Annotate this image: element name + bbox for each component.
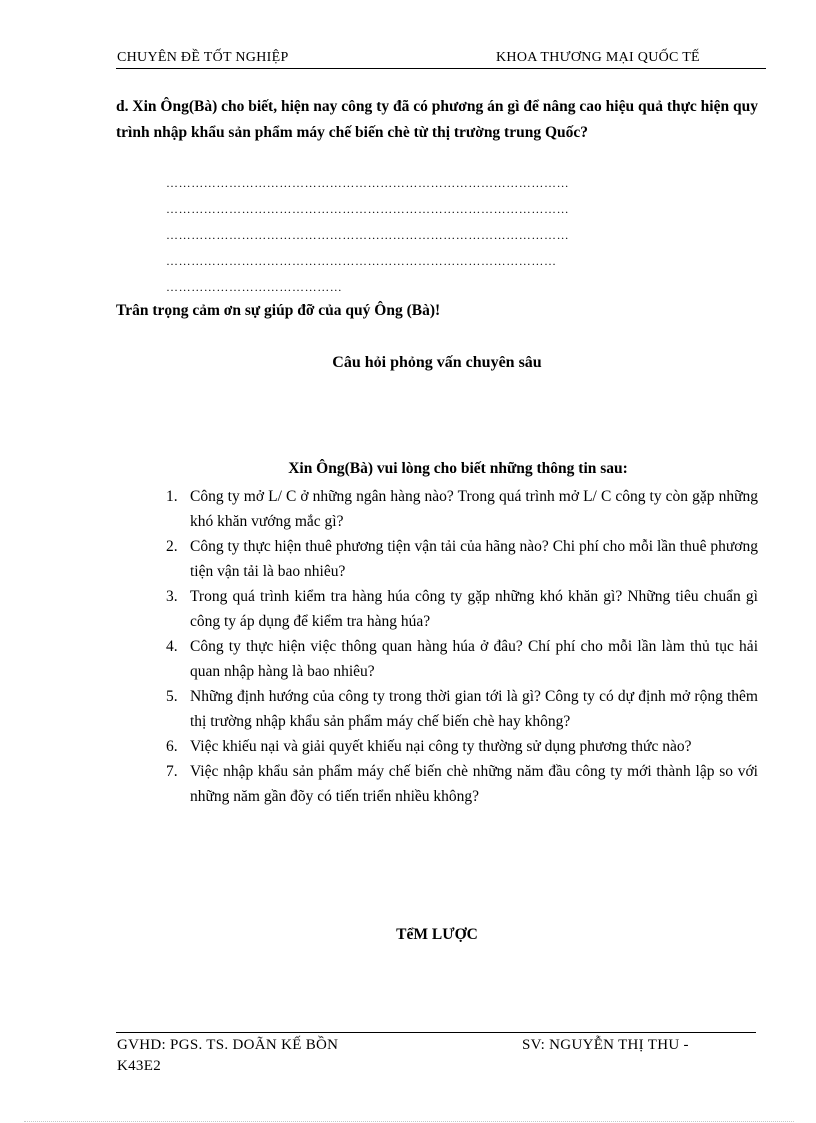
question-number: 2.: [166, 538, 178, 555]
interview-question-item: [166, 584, 758, 634]
question-text: Những định hướng của công ty trong thời gian tới là gì? Công ty có dự định mở rộng thêm thị trường nhập khẩu sản phẩm máy chế biến chè hay không?: [190, 688, 758, 730]
interview-question-list: [166, 484, 758, 809]
question-number: 6.: [166, 738, 178, 755]
question-text: Công ty thực hiện thuê phương tiện vận tải của hãng nào? Chi phí cho mỗi lần thuê phương tiện vận tải là bao nhiêu?: [190, 538, 758, 580]
question-number: 1.: [166, 488, 178, 505]
question-number: 5.: [166, 688, 178, 705]
question-text: Việc khiếu nại và giải quyết khiếu nại công ty thường sử dụng phương thức nào?: [190, 738, 692, 755]
header-left: CHUYÊN ĐỀ TỐT NGHIỆP: [117, 50, 289, 65]
question-text: Công ty thực hiện việc thông quan hàng húa ở đâu? Chí phí cho mỗi lần làm thủ tục hải quan nhập hàng là bao nhiêu?: [190, 638, 758, 680]
answer-line: ……………………………………: [166, 280, 343, 294]
question-text: Việc nhập khẩu sản phẩm máy chế biến chè những năm đầu công ty mới thành lập so với những năm gần đõy có tiến triển nhiều không?: [190, 763, 758, 805]
footer-advisor: GVHD: PGS. TS. DOÃN KẾ BỒN: [117, 1037, 339, 1053]
interview-question-item: [166, 534, 758, 584]
interview-question-item: [166, 759, 758, 809]
question-number: 3.: [166, 588, 178, 605]
interview-question-item: [166, 734, 758, 759]
closing-thanks: Trân trọng cảm ơn sự giúp đỡ của quý Ông (Bà)!: [116, 302, 441, 319]
question-text: Công ty mở L/ C ở những ngân hàng nào? Trong quá trình mở L/ C công ty còn gặp những khó khăn vướng mắc gì?: [190, 488, 758, 530]
question-number: 4.: [166, 638, 178, 655]
answer-line: …………………………………………………………………………………: [166, 254, 557, 268]
summary-title: TểM LƯỢC: [396, 926, 478, 943]
interview-question-item: [166, 634, 758, 684]
interview-question-item: [166, 484, 758, 534]
footer-class: K43E2: [117, 1058, 161, 1074]
interview-intro: Xin Ông(Bà) vui lòng cho biết những thông tin sau:: [288, 460, 628, 477]
header-divider: [116, 68, 766, 69]
interview-title: Câu hỏi phỏng vấn chuyên sâu: [332, 354, 542, 371]
header-right: KHOA THƯƠNG MẠI QUỐC TẾ: [496, 50, 700, 65]
question-number: 7.: [166, 763, 178, 780]
interview-question-item: [166, 684, 758, 734]
footer-divider: [116, 1032, 756, 1033]
footer-student: SV: NGUYỄN THỊ THU -: [522, 1037, 689, 1053]
page-bottom-edge: [24, 1121, 794, 1122]
answer-line: ……………………………………………………………………………………: [166, 176, 570, 190]
answer-line: ……………………………………………………………………………………: [166, 202, 570, 216]
question-d: d. Xin Ông(Bà) cho biết, hiện nay công ty đã có phương án gì để nâng cao hiệu quả thực hiện quy trình nhập khẩu sản phẩm máy chế biến chè từ thị trường trung Quốc?: [116, 98, 758, 141]
answer-line: ……………………………………………………………………………………: [166, 228, 570, 242]
question-text: Trong quá trình kiểm tra hàng húa công ty gặp những khó khăn gì? Những tiêu chuẩn gì công ty áp dụng để kiểm tra hàng húa?: [190, 588, 758, 630]
